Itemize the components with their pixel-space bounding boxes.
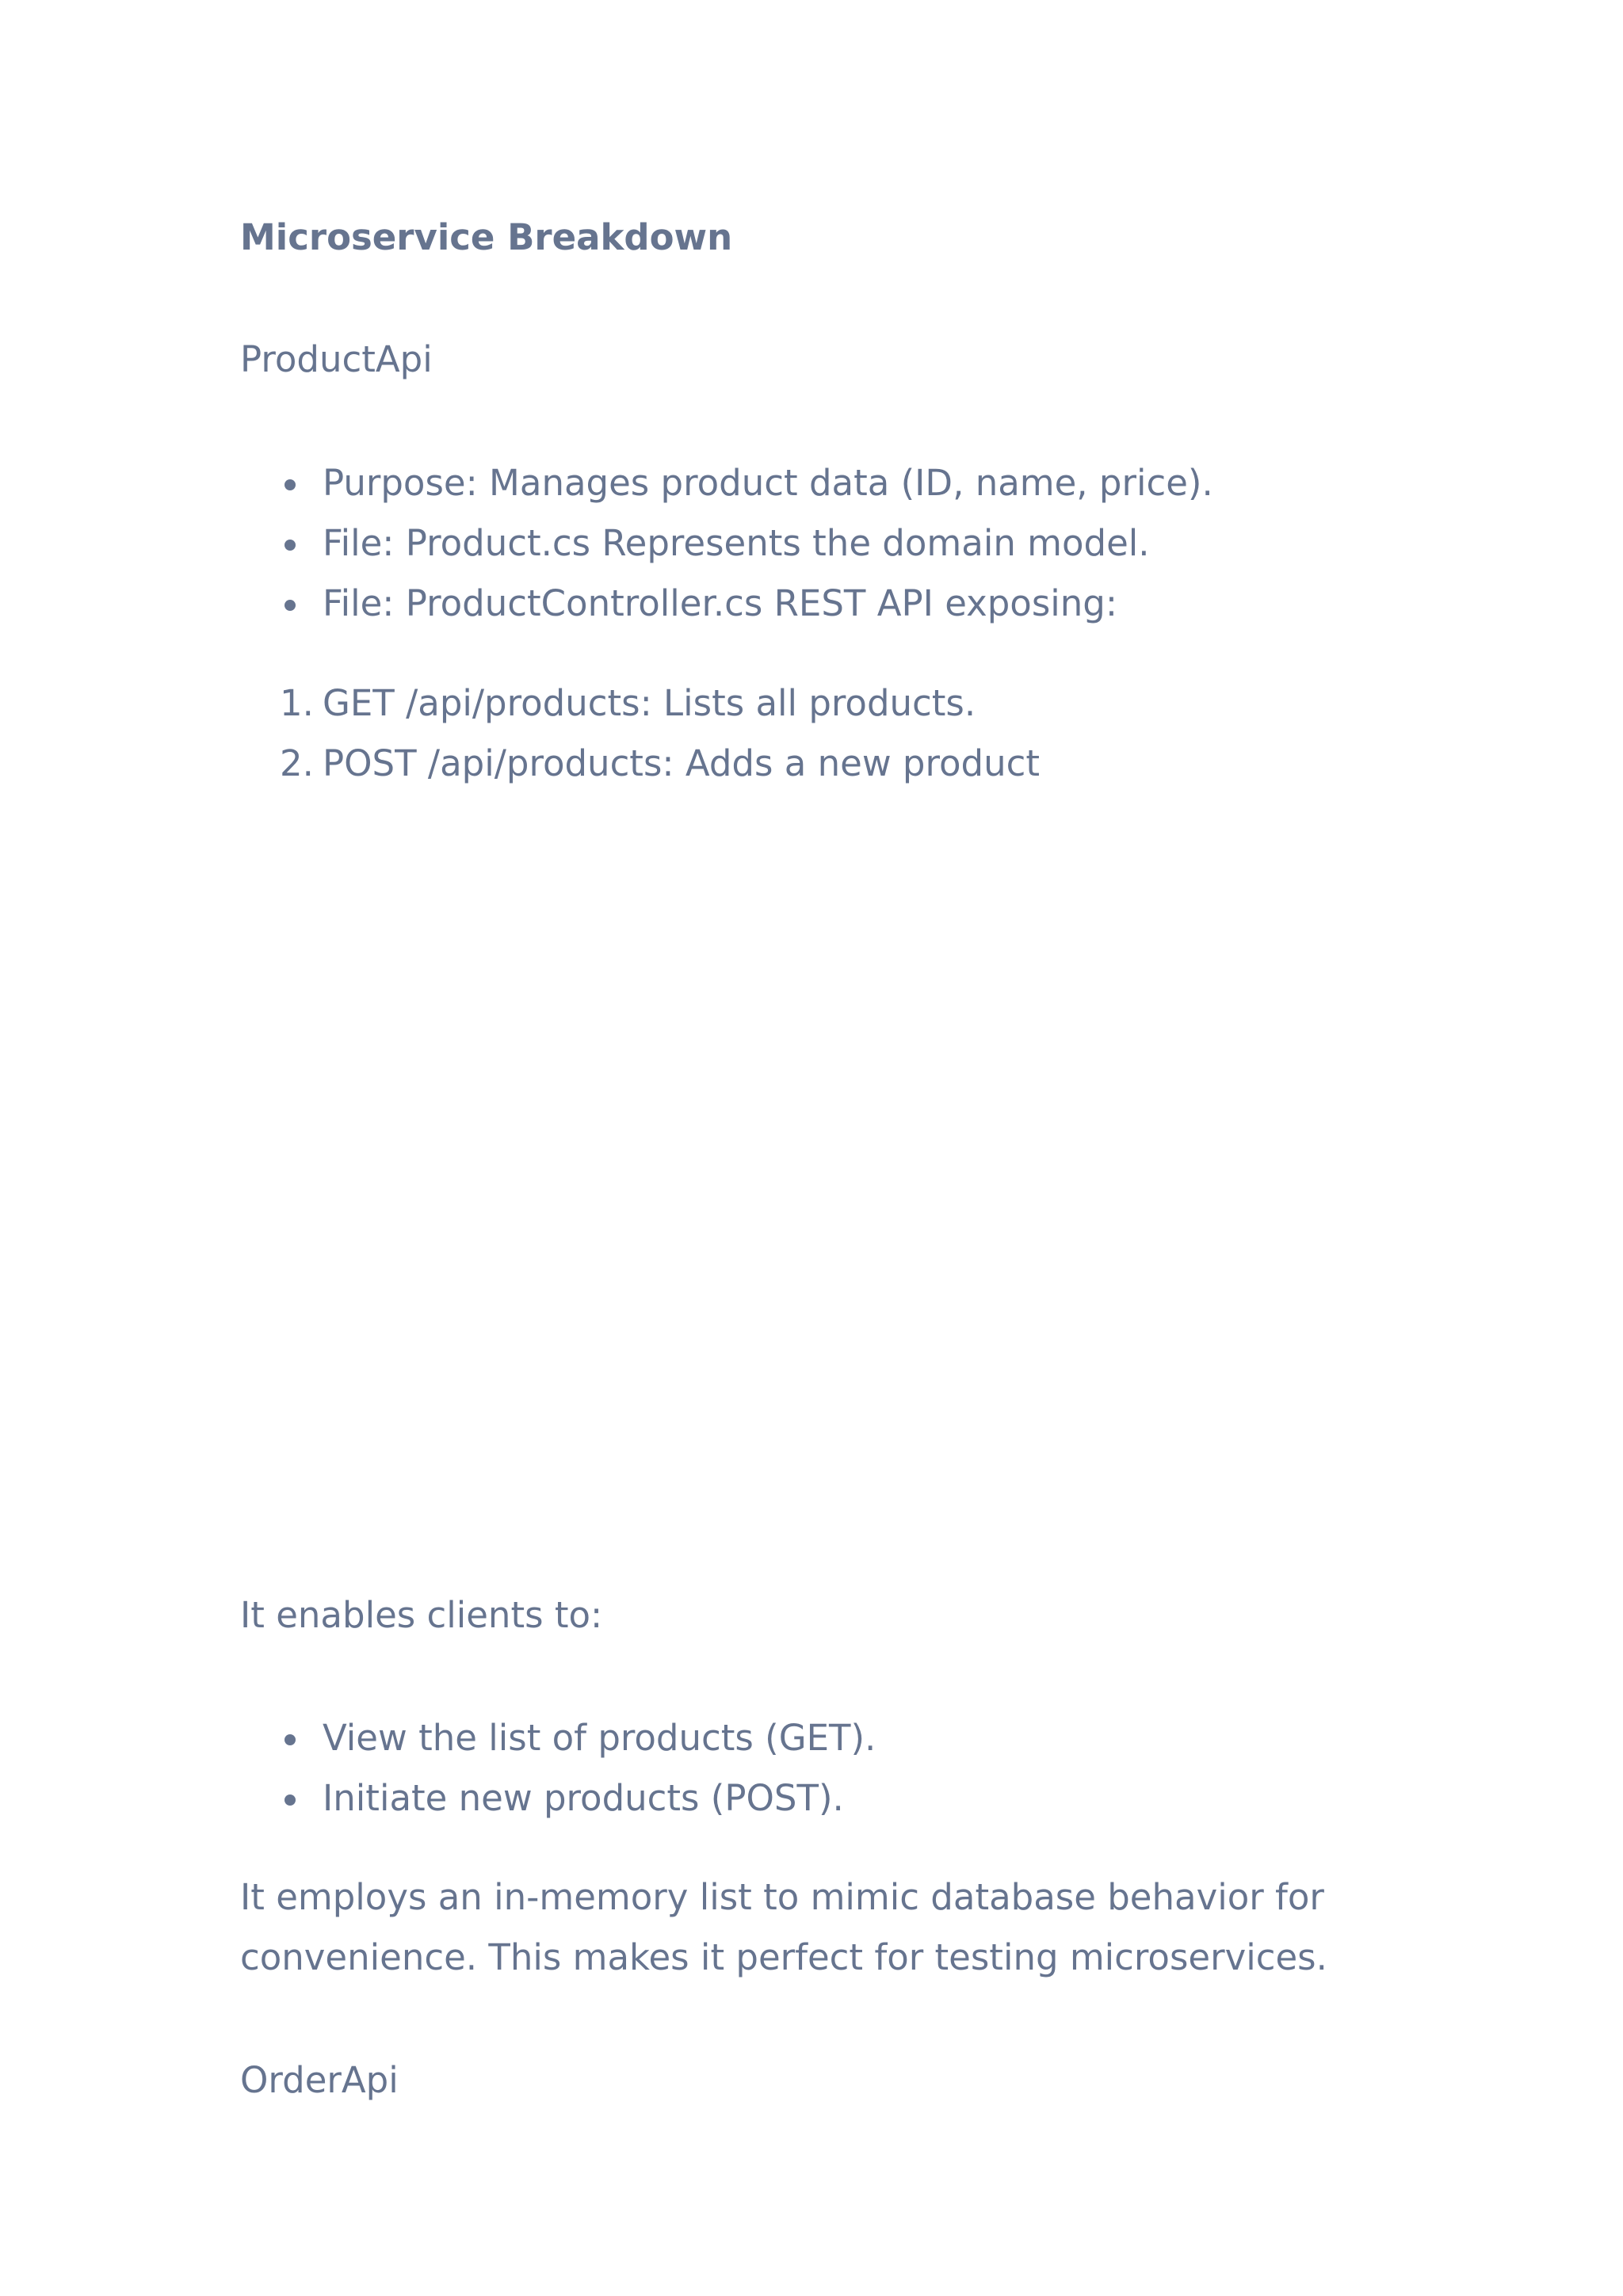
list-item-text: POST /api/products: Adds a new product — [323, 742, 1041, 784]
enables-list — [240, 1708, 876, 1829]
list-item — [240, 673, 1040, 734]
order-api-title: OrderApi — [240, 2059, 399, 2101]
list-item — [240, 734, 1040, 794]
list-item: Initiate new products (POST). — [240, 1768, 876, 1829]
list-number: 2. — [280, 742, 314, 784]
summary-line-1: It employs an in-memory list to mimic database behavior for — [240, 1876, 1324, 1918]
list-number: 1. — [280, 682, 314, 724]
list-item: View the list of products (GET). — [240, 1708, 876, 1768]
summary-line-2: convenience. This makes it perfect for testing microservices. — [240, 1936, 1327, 1978]
endpoint-list — [240, 673, 1040, 794]
list-item-text: GET /api/products: Lists all products. — [323, 682, 976, 724]
list-item: File: ProductController.cs REST API exposing: — [240, 574, 1213, 634]
section-heading: Microservice Breakdown — [240, 216, 733, 258]
list-item: Purpose: Manages product data (ID, name, price). — [240, 453, 1213, 513]
product-api-title: ProductApi — [240, 338, 433, 380]
product-api-bullets — [240, 453, 1213, 634]
list-item: File: Product.cs Represents the domain model. — [240, 513, 1213, 574]
enables-intro: It enables clients to: — [240, 1594, 603, 1636]
